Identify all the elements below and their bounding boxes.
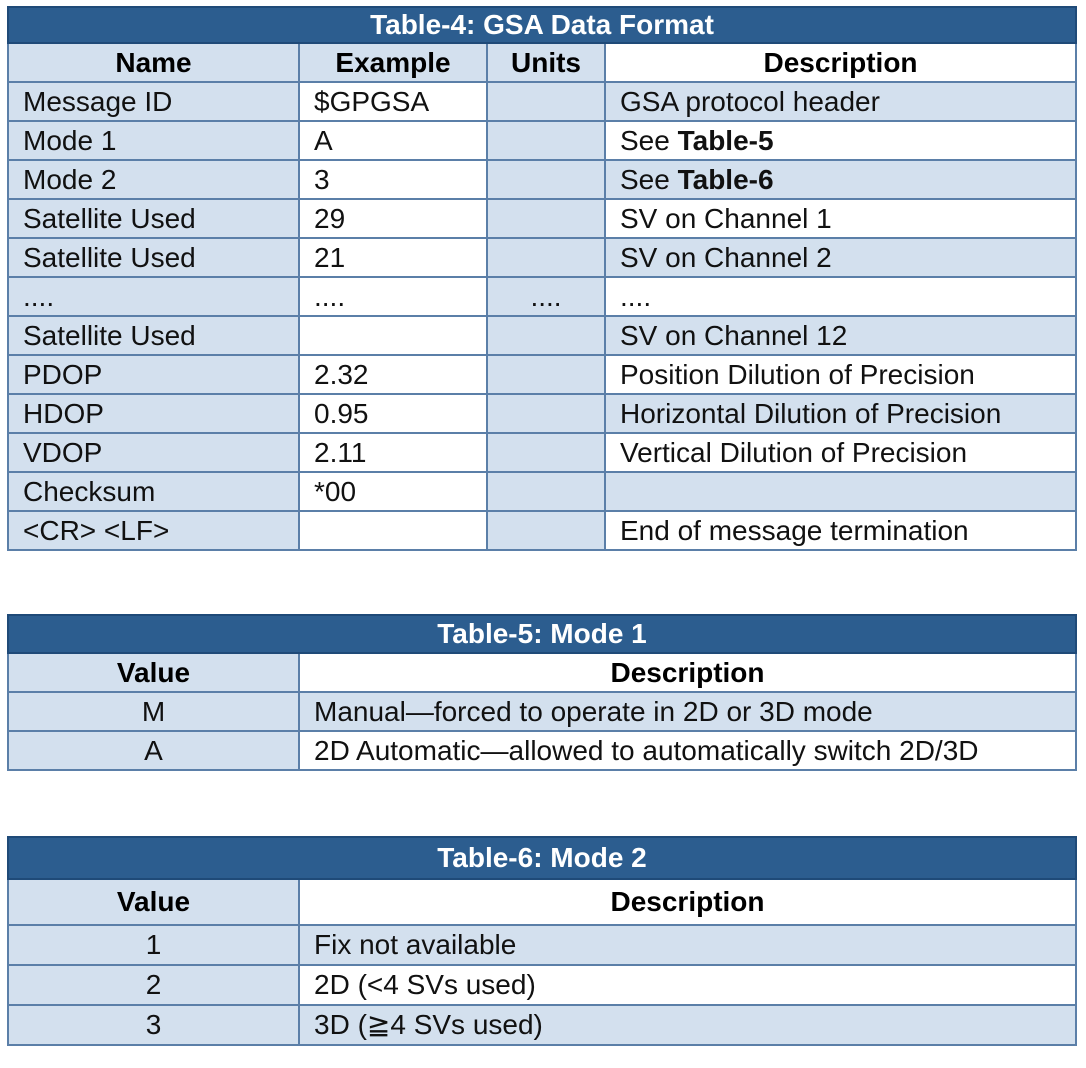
cell-description: .... — [605, 277, 1076, 316]
cell-name: Message ID — [8, 82, 299, 121]
table-title: Table-4: GSA Data Format — [8, 7, 1076, 43]
column-header-description: Description — [605, 43, 1076, 82]
column-header-value: Value — [8, 879, 299, 925]
cell-example: .... — [299, 277, 487, 316]
cell-example: 2.11 — [299, 433, 487, 472]
cell-name: Checksum — [8, 472, 299, 511]
table-row — [8, 82, 1076, 121]
mode-1-table — [7, 614, 1077, 771]
cell-description: Fix not available — [299, 925, 1076, 965]
table-row — [8, 394, 1076, 433]
column-header-description: Description — [299, 879, 1076, 925]
table-header-row — [8, 653, 1076, 692]
cell-name: .... — [8, 277, 299, 316]
cell-description: See Table-6 — [605, 160, 1076, 199]
cell-example: 0.95 — [299, 394, 487, 433]
cell-units — [487, 121, 605, 160]
cell-value: A — [8, 731, 299, 770]
cell-units — [487, 472, 605, 511]
cell-value: 2 — [8, 965, 299, 1005]
cell-name: Satellite Used — [8, 238, 299, 277]
cell-name: <CR> <LF> — [8, 511, 299, 550]
table-row — [8, 316, 1076, 355]
cell-units — [487, 238, 605, 277]
table-row — [8, 238, 1076, 277]
cell-example: *00 — [299, 472, 487, 511]
cell-description: Horizontal Dilution of Precision — [605, 394, 1076, 433]
table-row — [8, 965, 1076, 1005]
cell-description: Manual—forced to operate in 2D or 3D mode — [299, 692, 1076, 731]
cell-description: SV on Channel 12 — [605, 316, 1076, 355]
cell-example — [299, 511, 487, 550]
cell-name: Mode 1 — [8, 121, 299, 160]
cell-name: Satellite Used — [8, 199, 299, 238]
cell-description: End of message termination — [605, 511, 1076, 550]
table-row — [8, 199, 1076, 238]
cell-name: PDOP — [8, 355, 299, 394]
cell-description: See Table-5 — [605, 121, 1076, 160]
cell-units — [487, 160, 605, 199]
cell-name: Mode 2 — [8, 160, 299, 199]
cell-value: M — [8, 692, 299, 731]
cell-value: 3 — [8, 1005, 299, 1045]
column-header-name: Name — [8, 43, 299, 82]
mode-2-table — [7, 836, 1077, 1046]
cell-units — [487, 316, 605, 355]
cell-units — [487, 394, 605, 433]
cell-example: $GPGSA — [299, 82, 487, 121]
cell-units — [487, 199, 605, 238]
cell-description: GSA protocol header — [605, 82, 1076, 121]
table-row — [8, 731, 1076, 770]
cell-units — [487, 82, 605, 121]
table-row — [8, 925, 1076, 965]
table-row — [8, 277, 1076, 316]
cell-description: 3D (≧4 SVs used) — [299, 1005, 1076, 1045]
cell-units — [487, 355, 605, 394]
column-header-example: Example — [299, 43, 487, 82]
cell-description: SV on Channel 2 — [605, 238, 1076, 277]
column-header-units: Units — [487, 43, 605, 82]
table-header-row — [8, 879, 1076, 925]
column-header-description: Description — [299, 653, 1076, 692]
cell-units: .... — [487, 277, 605, 316]
table-title: Table-5: Mode 1 — [8, 615, 1076, 653]
table-row — [8, 472, 1076, 511]
cell-description — [605, 472, 1076, 511]
cell-description: 2D (<4 SVs used) — [299, 965, 1076, 1005]
cell-description: SV on Channel 1 — [605, 199, 1076, 238]
cell-description: Vertical Dilution of Precision — [605, 433, 1076, 472]
cell-value: 1 — [8, 925, 299, 965]
table-row — [8, 121, 1076, 160]
cell-example: 29 — [299, 199, 487, 238]
table-row — [8, 160, 1076, 199]
gsa-data-format-table — [7, 6, 1077, 551]
table-row — [8, 511, 1076, 550]
cell-name: VDOP — [8, 433, 299, 472]
cell-units — [487, 433, 605, 472]
table-row — [8, 355, 1076, 394]
table-row — [8, 692, 1076, 731]
column-header-value: Value — [8, 653, 299, 692]
table-row — [8, 1005, 1076, 1045]
table-title: Table-6: Mode 2 — [8, 837, 1076, 879]
cell-example: 2.32 — [299, 355, 487, 394]
table-row — [8, 433, 1076, 472]
cell-example: 3 — [299, 160, 487, 199]
cell-name: Satellite Used — [8, 316, 299, 355]
cell-description: 2D Automatic—allowed to automatically switch 2D/3D — [299, 731, 1076, 770]
cell-name: HDOP — [8, 394, 299, 433]
cell-example — [299, 316, 487, 355]
cell-example: A — [299, 121, 487, 160]
cell-units — [487, 511, 605, 550]
table-header-row — [8, 43, 1076, 82]
cell-example: 21 — [299, 238, 487, 277]
cell-description: Position Dilution of Precision — [605, 355, 1076, 394]
